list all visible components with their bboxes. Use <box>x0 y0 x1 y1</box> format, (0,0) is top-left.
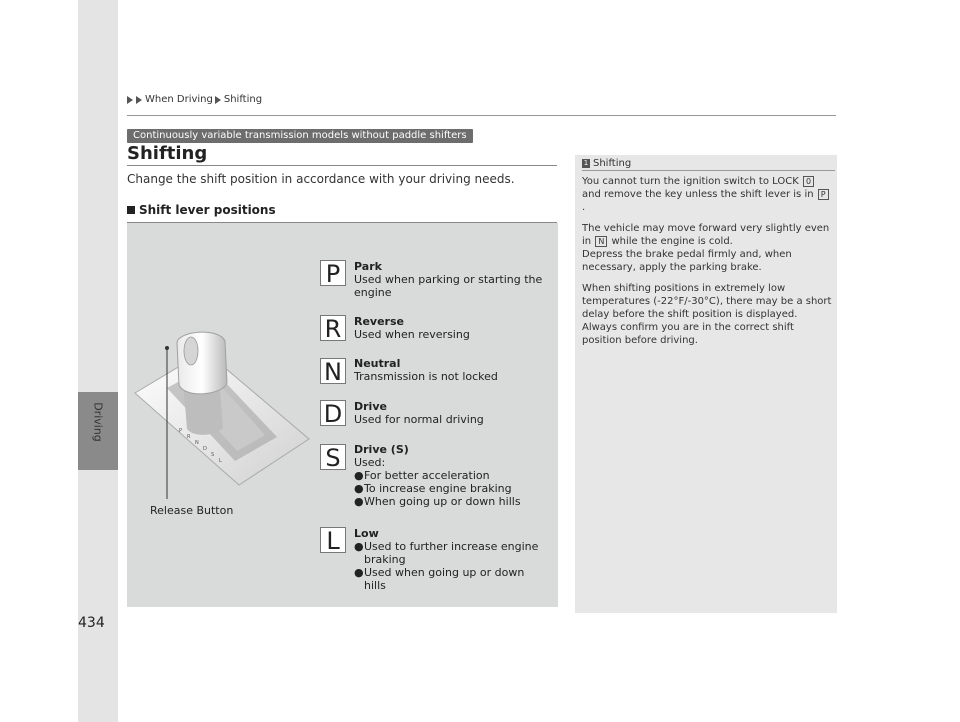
low-position-icon: L <box>320 527 346 553</box>
low-description: Low ● Used to further increase engine braking ● Used when going up or down hills <box>354 527 539 592</box>
divider <box>582 170 835 171</box>
neutral-position-icon: N <box>320 358 346 384</box>
svg-text:D: D <box>203 446 207 452</box>
sport-position-icon: S <box>320 444 346 470</box>
neutral-key-icon: N <box>595 236 607 247</box>
note-heading: 1 Shifting <box>583 158 632 169</box>
svg-text:P: P <box>179 428 183 434</box>
breadcrumb <box>127 94 262 105</box>
note-paragraph: The vehicle may move forward very slightly even in N while the engine is cold. <box>582 223 830 247</box>
park-position-icon: P <box>320 260 346 286</box>
divider <box>127 165 557 166</box>
shift-lever-figure <box>127 223 558 607</box>
sport-description: Drive (S) Used: ● For better acceleration ● To increase engine braking ● When going up or down hills <box>354 443 521 508</box>
note-reference-icon: 1 <box>583 159 589 167</box>
release-button-label: Release Button <box>150 504 234 517</box>
section-heading: Shift lever positions <box>127 203 276 217</box>
drive-description: Drive Used for normal driving <box>354 400 484 426</box>
drive-position-icon: D <box>320 400 346 426</box>
side-tab <box>78 0 118 722</box>
note-body <box>582 175 832 355</box>
note-paragraph: Depress the brake pedal firmly and, when necessary, apply the parking brake. <box>582 249 792 273</box>
breadcrumb-arrow-icon <box>215 96 221 104</box>
square-bullet-icon <box>127 206 135 214</box>
park-key-icon: P <box>818 189 829 200</box>
svg-text:L: L <box>219 458 222 464</box>
note-paragraph: You cannot turn the ignition switch to LOCK 0 and remove the key unless the shift lever is in P. <box>582 175 832 214</box>
models-banner: Continuously variable transmission models without paddle shifters <box>127 129 473 143</box>
reverse-position-icon: R <box>320 315 346 341</box>
breadcrumb-item[interactable]: Shifting <box>223 94 263 105</box>
note-paragraph: When shifting positions in extremely low temperatures (-22°F/-30°C), there may be a short delay before the shift position is displayed. Always confirm you are in the correct shift position before driving. <box>582 283 832 346</box>
breadcrumb-arrow-icon <box>136 96 142 104</box>
breadcrumb-arrow-icon <box>127 96 133 104</box>
page-title: Shifting <box>127 143 208 164</box>
page-number: 434 <box>78 615 105 631</box>
intro-text: Change the shift position in accordance with your driving needs. <box>127 172 515 186</box>
svg-text:N: N <box>195 440 199 446</box>
divider <box>127 115 836 116</box>
svg-text:R: R <box>187 434 191 440</box>
reverse-description: Reverse Used when reversing <box>354 315 470 341</box>
lock-key-icon: 0 <box>803 176 814 187</box>
svg-text:S: S <box>211 452 215 458</box>
park-description: Park Used when parking or starting the engine <box>354 260 543 299</box>
side-tab-label: Driving <box>91 402 105 442</box>
breadcrumb-item[interactable]: When Driving <box>145 94 213 105</box>
neutral-description: Neutral Transmission is not locked <box>354 357 498 383</box>
